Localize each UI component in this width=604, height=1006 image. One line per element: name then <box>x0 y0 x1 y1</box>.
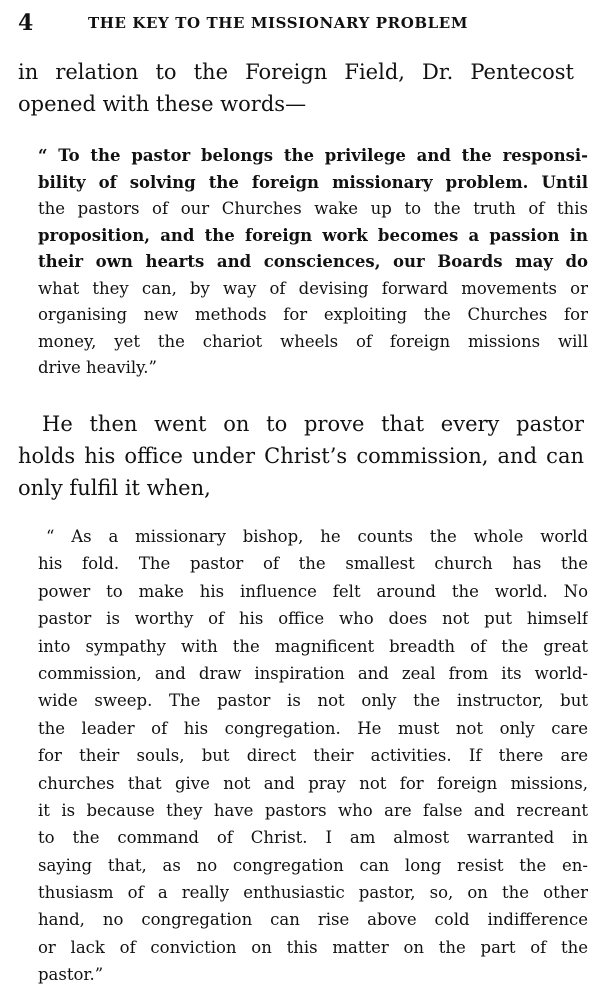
quote-line: hand, no congregation can rise above cold indifference <box>38 910 588 930</box>
quote-line: organising new methods for exploiting the Churches for <box>38 305 588 324</box>
quote-line: saying that, as no congregation can long resist the en- <box>38 855 588 875</box>
quote-line: pastor is worthy of his office who does not put himself <box>38 609 588 629</box>
quote-line: for their souls, but direct their activities. If there are <box>38 746 588 766</box>
quote-line: what they can, by way of devising forward movements or <box>38 278 588 298</box>
body-line: only fulfil it when, <box>18 476 211 500</box>
quote-line: the leader of his congregation. He must not only care <box>38 718 588 738</box>
quote-line: proposition, and the foreign work becomes a passion in <box>38 225 588 245</box>
running-title: THE KEY TO THE MISSIONARY PROBLEM <box>88 14 469 32</box>
quote-line: bility of solving the foreign missionary problem. Until <box>38 172 588 192</box>
body-paragraph <box>18 408 584 504</box>
quote-line: their own hearts and consciences, our Boards may do <box>38 252 588 271</box>
quote-line: “ As a missionary bishop, he counts the whole world <box>46 527 588 546</box>
quote-line: drive heavily.” <box>38 358 157 377</box>
quote-line: wide sweep. The pastor is not only the instructor, but <box>38 691 588 711</box>
intro-line: opened with these words— <box>18 92 307 116</box>
quote-line: into sympathy with the magnificent breadth of the great <box>38 636 588 656</box>
quote-line: it is because they have pastors who are false and recreant <box>38 800 588 820</box>
quote-line: commission, and draw inspiration and zeal from its world- <box>38 663 588 683</box>
intro-line: in relation to the Foreign Field, Dr. Pentecost <box>18 60 574 84</box>
quote-line: churches that give not and pray not for foreign missions, <box>38 773 588 793</box>
body-line: holds his office under Christ’s commission, and can <box>18 444 584 468</box>
quote-line: his fold. The pastor of the smallest church has the <box>38 554 588 574</box>
quote-line: the pastors of our Churches wake up to the truth of this <box>38 199 588 218</box>
quote-line: “ To the pastor belongs the privilege and the responsi- <box>38 146 588 165</box>
body-line: He then went on to prove that every pastor <box>42 412 584 436</box>
block-quote-missionary-bishop <box>38 523 588 989</box>
quote-line: pastor.” <box>38 965 104 985</box>
quote-line: or lack of conviction on this matter on the part of the <box>38 937 588 957</box>
quote-line: to the command of Christ. I am almost warranted in <box>38 828 588 848</box>
page-number: 4 <box>18 10 34 36</box>
quote-line: money, yet the chariot wheels of foreign missions will <box>38 331 588 351</box>
quote-line: power to make his influence felt around the world. No <box>38 581 588 601</box>
intro-paragraph <box>18 56 574 120</box>
block-quote-pentecost <box>38 143 588 382</box>
quote-line: thusiasm of a really enthusiastic pastor, so, on the other <box>38 883 588 903</box>
running-header <box>18 8 586 38</box>
